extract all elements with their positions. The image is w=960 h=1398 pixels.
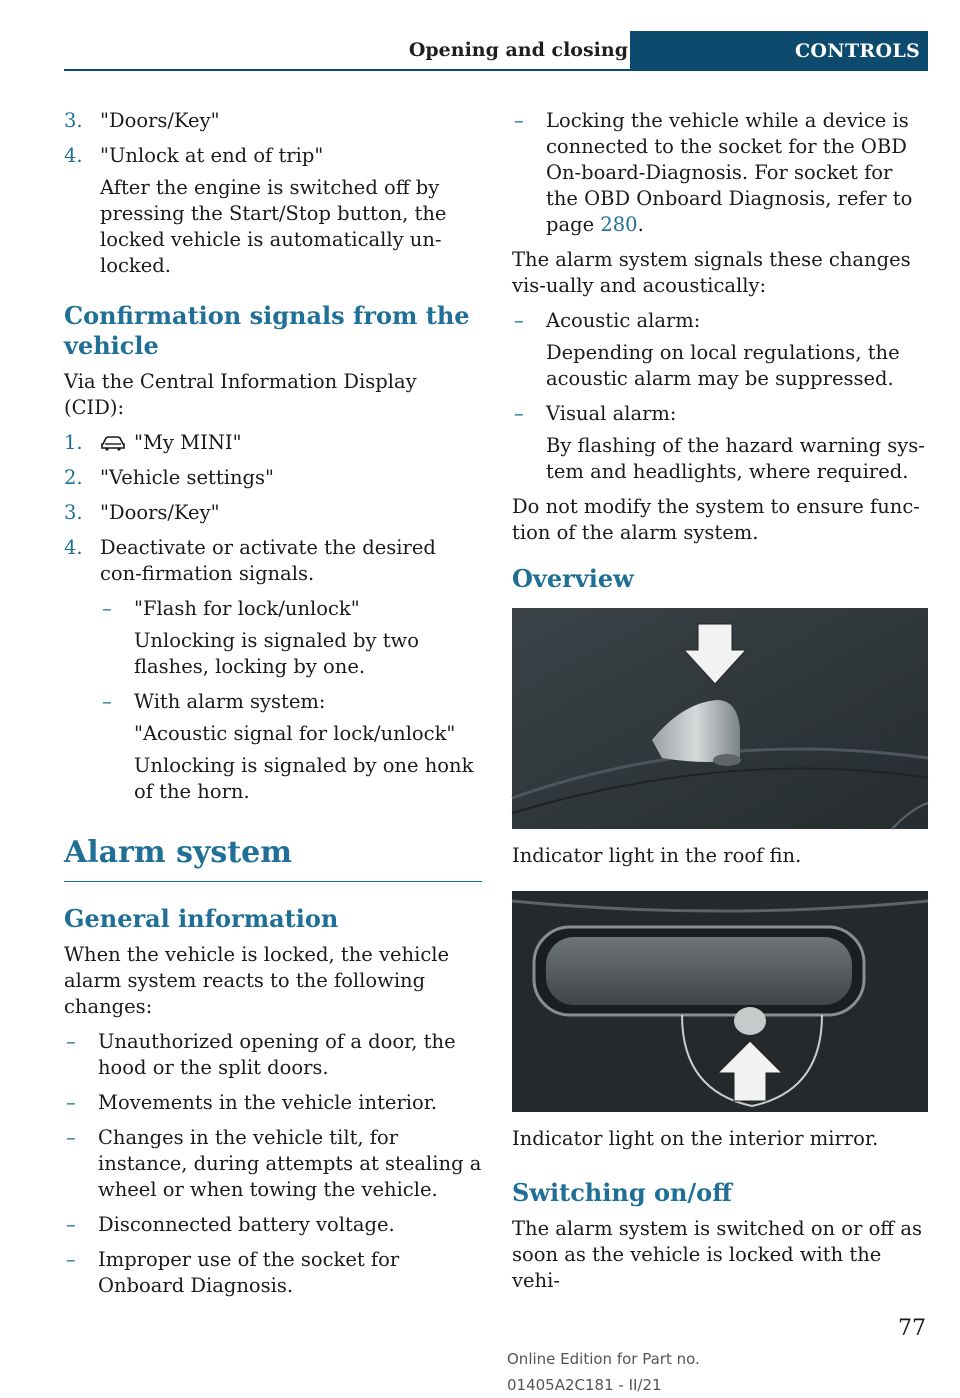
dash-marker: –	[66, 1091, 76, 1114]
right-column	[512, 108, 928, 1303]
list-item	[64, 143, 482, 279]
change-text: Unauthorized opening of a door, the hood or the split doors.	[98, 1030, 456, 1079]
change-item	[64, 1029, 482, 1081]
interior-mirror-image	[512, 891, 928, 1112]
page-reference-link[interactable]: 280	[600, 213, 638, 236]
change-text: Changes in the vehicle tilt, for instance, during attempts at stealing a wheel or when towing the vehicle.	[98, 1126, 482, 1201]
dash-marker: –	[66, 1213, 76, 1236]
change-item	[64, 1125, 482, 1203]
step-text: "My MINI"	[134, 431, 242, 454]
signal-item	[512, 308, 928, 392]
car-icon	[100, 435, 126, 451]
confirmation-heading: Confirmation signals from the vehicle	[64, 301, 470, 360]
signal-description: By flashing of the hazard warning sys-tem and headlights, where required.	[546, 434, 925, 483]
page-header	[64, 31, 928, 71]
sub-item-description: Unlocking is signaled by two flashes, locking by one.	[134, 629, 419, 678]
general-information-heading: General information	[64, 904, 339, 933]
section-title: Opening and closing	[408, 39, 628, 61]
dash-marker: –	[102, 690, 112, 713]
dash-marker: –	[66, 1126, 76, 1149]
step-number: 4.	[64, 536, 83, 559]
step-number: 1.	[64, 431, 83, 454]
modify-note: Do not modify the system to ensure func-tion of the alarm system.	[512, 495, 920, 544]
lock-item	[512, 108, 928, 238]
item-number: 4.	[64, 144, 83, 167]
step-number: 3.	[64, 501, 83, 524]
sub-item-text: "Flash for lock/unlock"	[134, 597, 360, 620]
alarm-system-heading: Alarm system	[64, 835, 482, 882]
header-rule	[64, 69, 630, 71]
dash-marker: –	[514, 309, 524, 332]
signal-text: Acoustic alarm:	[546, 309, 701, 332]
sub-item	[100, 689, 482, 805]
signal-text: Visual alarm:	[546, 402, 677, 425]
dash-marker: –	[514, 402, 524, 425]
roof-fin-image	[512, 608, 928, 829]
step-number: 2.	[64, 466, 83, 489]
change-text: Movements in the vehicle interior.	[98, 1091, 438, 1114]
dash-marker: –	[514, 109, 524, 132]
general-intro: When the vehicle is locked, the vehicle alarm system reacts to the following changes:	[64, 943, 450, 1018]
step-text: "Doors/Key"	[100, 501, 220, 524]
step-item	[64, 465, 482, 491]
footer-edition: Online Edition for Part no. 01405A2C181 - II/21	[507, 1350, 700, 1394]
change-item	[64, 1212, 482, 1238]
switching-heading: Switching on/off	[512, 1178, 732, 1207]
page-number: 77	[898, 1316, 926, 1341]
overview-heading: Overview	[512, 564, 634, 593]
step-item	[64, 535, 482, 805]
item-number: 3.	[64, 109, 83, 132]
dash-marker: –	[66, 1030, 76, 1053]
item-description: After the engine is switched off by pressing the Start/Stop button, the locked vehicle is automatically un-locked.	[100, 176, 447, 277]
chapter-tab: CONTROLS	[630, 31, 928, 71]
signal-item	[512, 401, 928, 485]
interior-mirror-illustration	[512, 891, 928, 1112]
left-column	[64, 108, 482, 1308]
change-item	[64, 1090, 482, 1116]
change-text: Improper use of the socket for Onboard Diagnosis.	[98, 1248, 400, 1297]
step-text: "Vehicle settings"	[100, 466, 274, 489]
item-text: "Doors/Key"	[100, 109, 220, 132]
list-item	[64, 108, 482, 134]
step-item	[64, 430, 482, 456]
roof-fin-illustration	[512, 608, 928, 829]
change-item	[64, 1247, 482, 1299]
sub-item	[100, 596, 482, 680]
confirmation-intro: Via the Central Information Display (CID):	[64, 370, 417, 419]
dash-marker: –	[66, 1248, 76, 1271]
change-text: Disconnected battery voltage.	[98, 1213, 395, 1236]
lock-item-end: .	[637, 213, 644, 236]
roof-fin-caption: Indicator light in the roof fin.	[512, 844, 802, 867]
lock-item-text: Locking the vehicle while a device is connected to the socket for the OBD On-board-Diagnosis. For socket for the OBD Onboard Diagnosis, refer to page	[546, 109, 913, 236]
dash-marker: –	[102, 597, 112, 620]
step-text: Deactivate or activate the desired con-firmation signals.	[100, 536, 436, 585]
sub-item-text: With alarm system:	[134, 690, 326, 713]
mirror-caption: Indicator light on the interior mirror.	[512, 1127, 879, 1150]
step-item	[64, 500, 482, 526]
signal-description: Depending on local regulations, the acoustic alarm may be suppressed.	[546, 341, 900, 390]
sub-item-description: Unlocking is signaled by one honk of the horn.	[134, 754, 474, 803]
sub-item-description: "Acoustic signal for lock/unlock"	[134, 722, 456, 745]
signals-intro: The alarm system signals these changes vis-ually and acoustically:	[512, 248, 911, 297]
sub-list	[100, 596, 482, 805]
item-text: "Unlock at end of trip"	[100, 144, 324, 167]
switching-text: The alarm system is switched on or off as soon as the vehicle is locked with the vehi-	[512, 1217, 922, 1292]
